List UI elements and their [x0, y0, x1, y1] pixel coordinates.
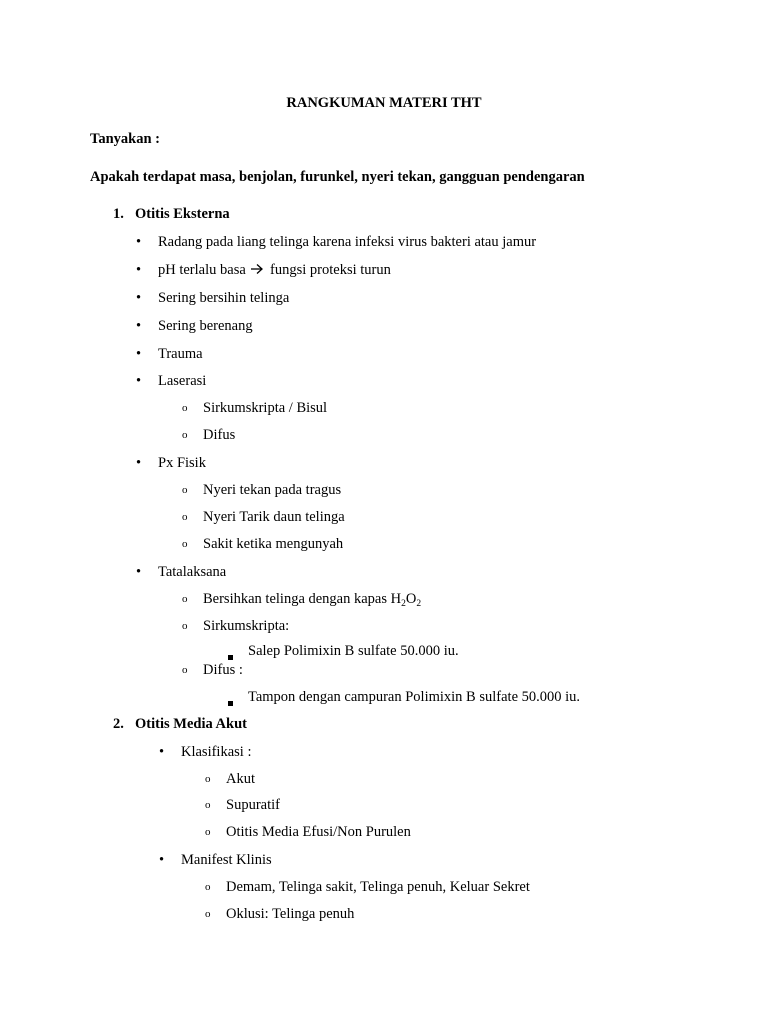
sub-list-item	[203, 592, 421, 607]
sub-list-item: Akut	[226, 771, 255, 787]
subscript: 2	[401, 599, 406, 609]
list-item: Sering berenang	[158, 318, 253, 334]
hollow-circle-icon: o	[182, 620, 188, 632]
list-item-text: fungsi proteksi turun	[270, 262, 391, 278]
hollow-circle-icon: o	[182, 664, 188, 676]
ask-label: Tanyakan :	[90, 131, 160, 147]
sub-list-item-text: Bersihkan telinga dengan kapas H	[203, 591, 402, 607]
detail-item: Tampon dengan campuran Polimixin B sulfate 50.000 iu.	[248, 689, 581, 705]
sub-list-item: Difus	[203, 427, 236, 443]
square-bullet-icon	[228, 695, 233, 710]
sub-list-item: Difus :	[203, 662, 243, 678]
bullet-icon: •	[136, 234, 142, 250]
sub-list-item: Sakit ketika mengunyah	[203, 536, 344, 552]
bullet-icon: •	[136, 262, 142, 278]
sub-list-item: Sirkumskripta:	[203, 618, 290, 634]
list-item	[158, 263, 391, 278]
hollow-circle-icon: o	[182, 402, 188, 414]
bullet-icon: •	[159, 744, 165, 760]
page-title: RANGKUMAN MATERI THT	[286, 95, 482, 111]
hollow-circle-icon: o	[205, 799, 211, 811]
list-item: Px Fisik	[158, 455, 206, 471]
subscript: 2	[416, 599, 422, 609]
detail-item: Salep Polimixin B sulfate 50.000 iu.	[248, 643, 459, 659]
hollow-circle-icon: o	[182, 511, 188, 523]
list-item: Sering bersihin telinga	[158, 290, 290, 306]
hollow-circle-icon: o	[182, 538, 188, 550]
section-number: 2.	[113, 716, 124, 732]
bullet-icon: •	[136, 290, 142, 306]
section-number: 1.	[113, 206, 124, 222]
list-item: Radang pada liang telinga karena infeksi virus bakteri atau jamur	[158, 234, 537, 250]
ask-question: Apakah terdapat masa, benjolan, furunkel, nyeri tekan, gangguan pendengaran	[90, 169, 585, 185]
section-heading: Otitis Media Akut	[135, 716, 247, 732]
hollow-circle-icon: o	[205, 908, 211, 920]
right-arrow-icon	[250, 263, 264, 275]
bullet-icon: •	[136, 318, 142, 334]
list-item: Manifest Klinis	[181, 852, 272, 868]
hollow-circle-icon: o	[205, 881, 211, 893]
sub-list-item: Oklusi: Telinga penuh	[226, 906, 355, 922]
sub-list-item: Supuratif	[226, 797, 280, 813]
bullet-icon: •	[136, 346, 142, 362]
sub-list-item: Otitis Media Efusi/Non Purulen	[226, 824, 411, 840]
section-heading: Otitis Eksterna	[135, 206, 230, 222]
list-item: Klasifikasi :	[181, 744, 252, 760]
hollow-circle-icon: o	[182, 484, 188, 496]
sub-list-item: Nyeri Tarik daun telinga	[203, 509, 345, 525]
bullet-icon: •	[136, 455, 142, 471]
bullet-icon: •	[136, 564, 142, 580]
list-item: Laserasi	[158, 373, 207, 389]
list-item: Trauma	[158, 346, 203, 362]
sub-list-item: Nyeri tekan pada tragus	[203, 482, 342, 498]
hollow-circle-icon: o	[205, 773, 211, 785]
sub-list-item-text: O	[405, 591, 417, 607]
hollow-circle-icon: o	[182, 429, 188, 441]
sub-list-item: Sirkumskripta / Bisul	[203, 400, 328, 416]
list-item: Tatalaksana	[158, 564, 227, 580]
sub-list-item: Demam, Telinga sakit, Telinga penuh, Keluar Sekret	[226, 879, 530, 895]
hollow-circle-icon: o	[205, 826, 211, 838]
bullet-icon: •	[159, 852, 165, 868]
bullet-icon: •	[136, 373, 142, 389]
hollow-circle-icon: o	[182, 593, 188, 605]
list-item-text: pH terlalu basa	[158, 262, 246, 278]
